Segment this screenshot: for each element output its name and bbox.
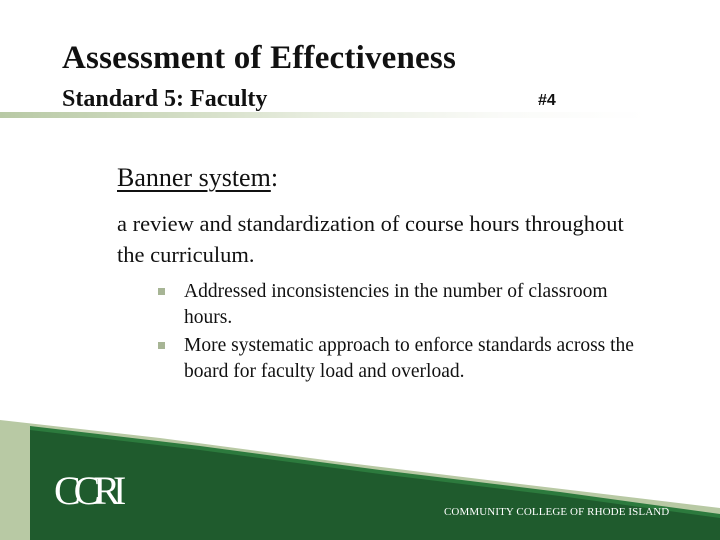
bullet-list — [154, 279, 644, 387]
college-name: COMMUNITY COLLEGE OF RHODE ISLAND — [444, 506, 670, 518]
slide-number: #4 — [538, 92, 556, 109]
square-bullet-icon — [158, 288, 165, 295]
slide-subtitle: Standard 5: Faculty — [62, 86, 268, 112]
bullet-item — [154, 279, 644, 330]
ccri-logo: CCRI — [54, 468, 120, 513]
section-heading — [117, 163, 278, 193]
bullet-text: Addressed inconsistencies in the number of classroom hours. — [184, 281, 608, 328]
slide-title: Assessment of Effectiveness — [62, 40, 456, 76]
bullet-text: More systematic approach to enforce standards across the board for faculty load and overload. — [184, 335, 634, 382]
body-paragraph: a review and standardization of course hours throughout the curriculum. — [117, 211, 624, 267]
square-bullet-icon — [158, 342, 165, 349]
section-heading-colon: : — [270, 163, 279, 192]
header-divider — [0, 112, 720, 118]
section-heading-text: Banner system — [117, 163, 271, 192]
footer-dark-band — [30, 430, 720, 540]
bullet-item — [154, 333, 644, 384]
